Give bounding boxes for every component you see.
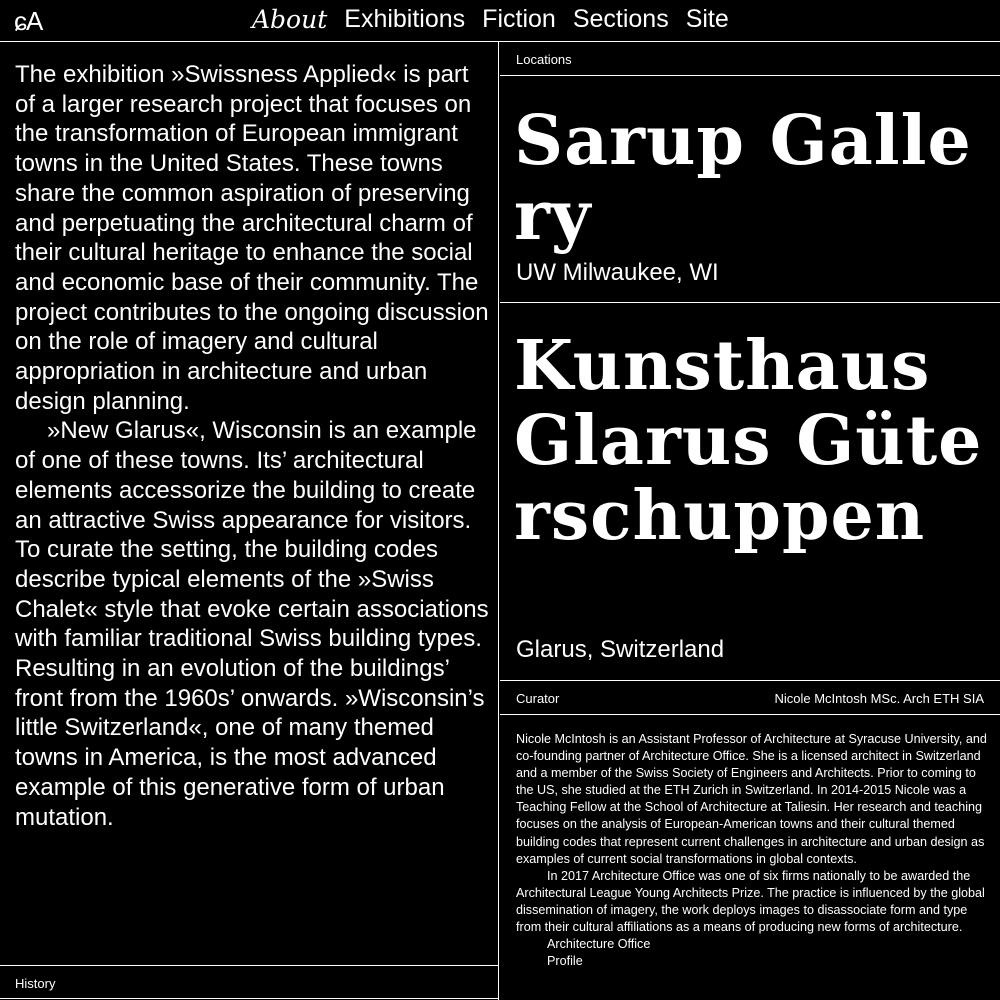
curator-name: Nicole McIntosh MSc. Arch ETH SIA	[774, 691, 984, 706]
curator-header	[500, 681, 1000, 715]
venue-sarup-gallery[interactable]	[500, 76, 1000, 303]
bio-paragraph-1: Nicole McIntosh is an Assistant Professor of Architecture at Syracuse University, and co-founding partner of Architecture Office. She is a licensed architect in Switzerland and a member of the Swiss Society of Engineers and Architects. Prior to coming to the US, she studied at the ETH Zurich in Switzerland. In 2014-2015 Nicole was a Teaching Fellow at the School of Architecture at Taliesin. Her research and teaching focuses on the analysis of European-American towns and their cultural themed building codes that represent current challenges in architecture and urban design as examples of current social transformations in global contexts.	[516, 732, 987, 866]
locations-header	[500, 42, 1000, 76]
venue-place: Glarus, Switzerland	[516, 636, 725, 663]
link-profile[interactable]: Profile	[547, 954, 583, 969]
right-column	[500, 42, 1000, 1000]
main-nav	[252, 5, 729, 34]
venue-name: Sarup Gallery	[514, 101, 972, 256]
top-bar	[0, 0, 1000, 42]
nav-sections[interactable]: Sections	[572, 5, 669, 33]
nav-exhibitions[interactable]: Exhibitions	[344, 5, 466, 33]
intro-paragraph-2: »New Glarus«, Wisconsin is an example of one of these towns. Its’ architectural elements accessorize the building to create an attractive Swiss appearance for visitors. To curate the setting, the building codes describe typical elements of the »Swiss Chalet« style that evoke certain associations with familiar traditional Swiss building types. Resulting in an evolution of the buildings’ front from the 1960s’ onwards. »Wisconsin’s little Switzerland«, one of many themed towns in America, is the most advanced example of this generative form of urban mutation.	[15, 417, 489, 831]
venue-name: Kunsthaus Glarus Güterschuppen	[514, 326, 983, 556]
nav-about[interactable]: About	[252, 5, 328, 34]
intro-text	[15, 60, 493, 832]
nav-fiction[interactable]: Fiction	[482, 5, 556, 33]
curator-label: Curator	[516, 691, 560, 706]
curator-bio	[516, 731, 988, 970]
nav-site[interactable]: Site	[685, 5, 729, 33]
venue-kunsthaus-glarus[interactable]	[500, 303, 1000, 681]
intro-paragraph-1: The exhibition »Swissness Applied« is part of a larger research project that focuses on the transformation of European immigrant towns in the United States. These towns share the common aspiration of preserving and perpetuating the architectural charm of their cultural heritage to enhance the social and economic base of their community. The project contributes to the ongoing discussion on the role of imagery and cultural appropriation in architecture and urban design planning.	[15, 61, 489, 415]
bio-paragraph-2: In 2017 Architecture Office was one of six firms nationally to be awarded the Architectural League Young Architects Prize. The practice is influenced by the global dissemination of imagery, the work deploys images to disassociate form and type from their cultural affiliations as a means of producing new forms of architecture.	[516, 868, 985, 935]
curator-links	[516, 936, 988, 970]
history-section-header[interactable]	[0, 965, 499, 999]
site-logo[interactable]: ɕA	[14, 6, 43, 36]
locations-label: Locations	[516, 52, 572, 67]
history-label: History	[15, 976, 56, 991]
left-column	[0, 42, 499, 1000]
venue-place: UW Milwaukee, WI	[516, 259, 719, 286]
link-architecture-office[interactable]: Architecture Office	[547, 937, 651, 952]
